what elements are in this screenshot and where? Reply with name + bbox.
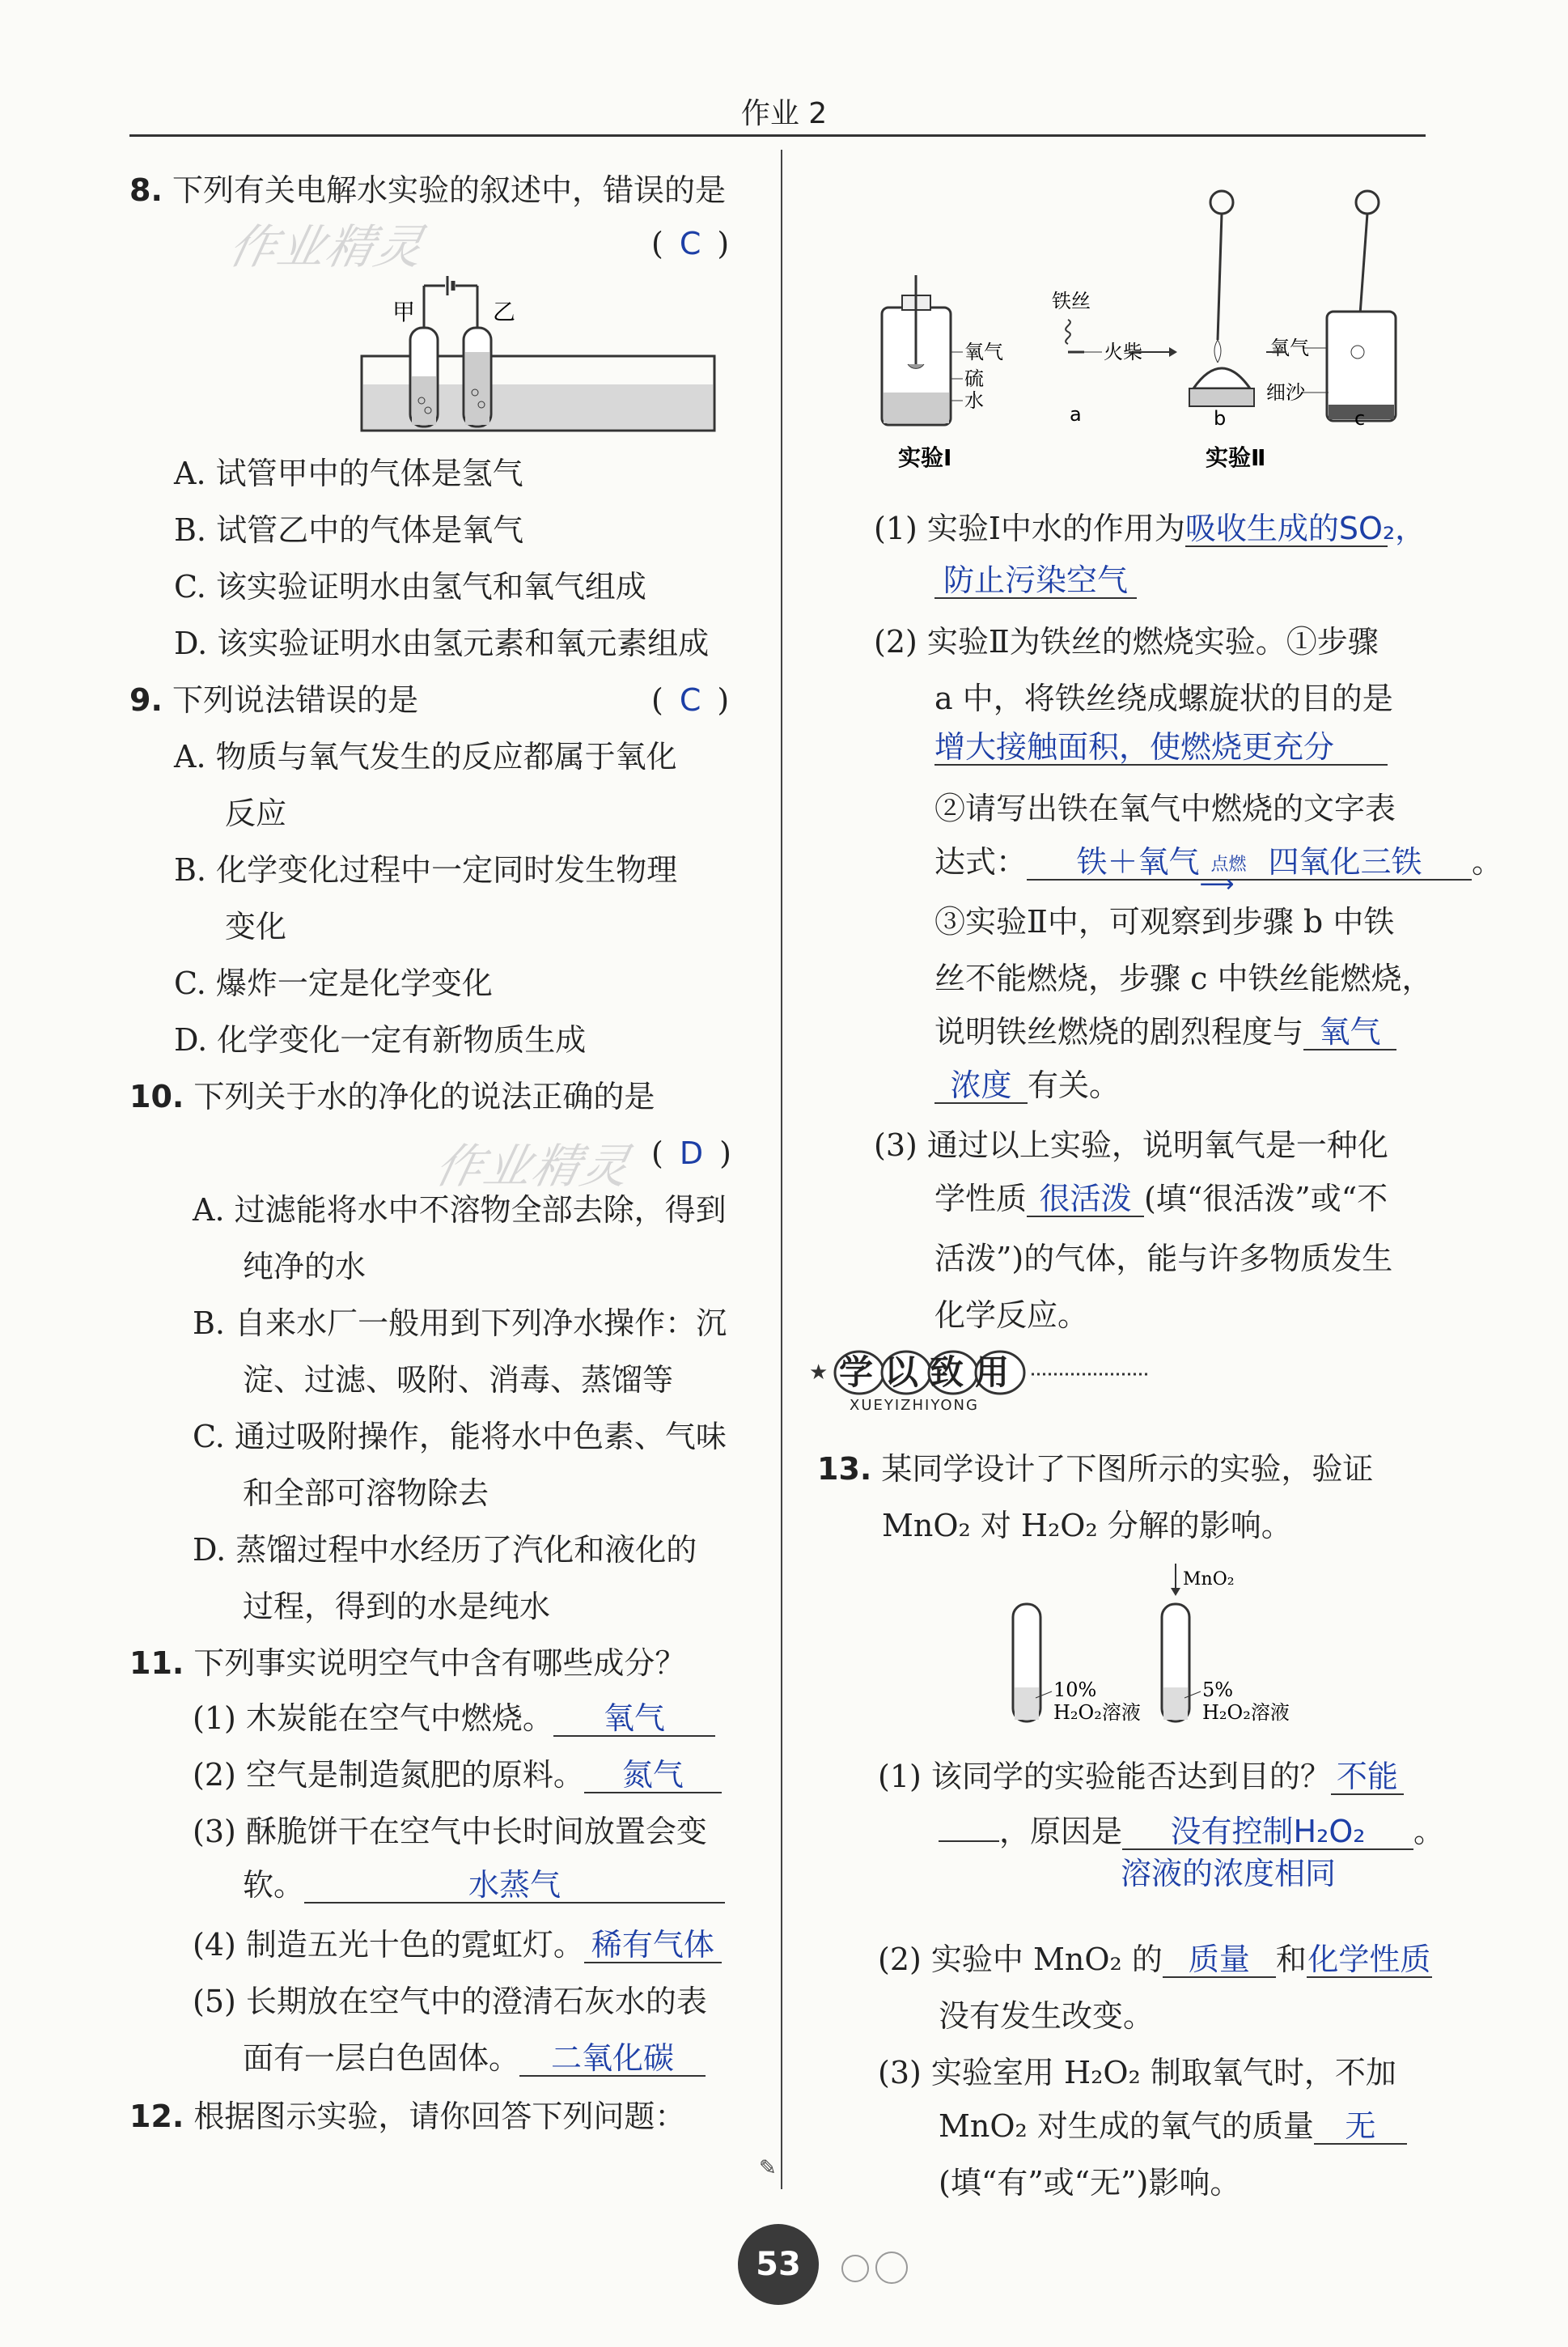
q9-stem-text: 下列说法错误的是 bbox=[172, 682, 418, 718]
q12-stem-text: 根据图示实验，请你回答下列问题： bbox=[193, 2099, 686, 2134]
q13-part2-text: (2) 实验中 MnO₂ 的 bbox=[878, 1942, 1163, 1977]
q13-stem bbox=[817, 1450, 1373, 1488]
tube-yi-label: 乙 bbox=[493, 299, 516, 325]
watermark: 作业精灵 bbox=[223, 219, 430, 274]
q10-option-a: A. 过滤能将水中不溶物全部去除，得到 bbox=[193, 1192, 727, 1228]
header-rule bbox=[129, 134, 1426, 137]
section-title: 学以致用 bbox=[839, 1352, 1021, 1392]
experiment-1-jar bbox=[882, 275, 1003, 425]
q10-option-a-cont: 纯净的水 bbox=[243, 1249, 367, 1284]
q10-stem bbox=[129, 1078, 655, 1115]
q9-option-b-cont: 变化 bbox=[225, 909, 287, 944]
page-header: 作业 2 bbox=[740, 97, 828, 130]
q13-answer-2a: 质量 bbox=[1163, 1942, 1276, 1978]
q9-option-c: C. 爆炸一定是化学变化 bbox=[174, 966, 493, 1001]
q8-stem bbox=[129, 172, 726, 209]
q11-part1-text: (1) 木炭能在空气中燃烧。 bbox=[193, 1700, 553, 1736]
caption-experiment-1: 实验Ⅰ bbox=[898, 444, 952, 471]
q11-part4-text: (4) 制造五光十色的霓虹灯。 bbox=[193, 1927, 584, 1963]
watermark: 作业精灵 bbox=[430, 1139, 637, 1194]
q13-part3: (3) 实验室用 H₂O₂ 制取氧气时，不加 bbox=[878, 2055, 1396, 2090]
q12-part2: (2) 实验Ⅱ为铁丝的燃烧实验。①步骤 bbox=[874, 624, 1379, 660]
q10-option-b: B. 自来水厂一般用到下列净水操作：沉 bbox=[193, 1305, 727, 1341]
q9-answer-paren: ( C ) bbox=[651, 682, 730, 718]
q9-option-a-cont: 反应 bbox=[225, 796, 287, 831]
test-tube-figure bbox=[995, 1554, 1343, 1740]
q12-part3: (3) 通过以上实验，说明氧气是一种化 bbox=[874, 1127, 1388, 1163]
label-oxygen: 氧气 bbox=[964, 341, 1003, 363]
section-banner bbox=[809, 1342, 1149, 1415]
q12-eq-left: 铁＋氧气 bbox=[1076, 844, 1200, 880]
q12-part1-cont bbox=[934, 562, 1137, 599]
q13-stem-cont: MnO₂ 对 H₂O₂ 分解的影响。 bbox=[882, 1508, 1292, 1543]
q13-part2-and: 和 bbox=[1275, 1942, 1307, 1977]
q10-option-d-cont: 过程，得到的水是纯水 bbox=[243, 1589, 551, 1624]
label-solution-1: H₂O₂溶液 bbox=[1053, 1701, 1141, 1724]
q11-part3-text: 软。 bbox=[243, 1867, 305, 1903]
q10-option-c: C. 通过吸附操作，能将水中色素、气味 bbox=[193, 1419, 727, 1454]
experiment-2-step-b bbox=[1189, 191, 1254, 430]
q13-part2-line2: 没有发生改变。 bbox=[939, 1998, 1155, 2034]
q10-number: 10. bbox=[129, 1079, 184, 1114]
q9-answer: C bbox=[679, 682, 701, 718]
q12-part2-line8 bbox=[934, 1067, 1120, 1104]
page-number: 53 bbox=[738, 2224, 819, 2305]
label-mno2: MnO₂ bbox=[1183, 1569, 1235, 1589]
q13-part1-line2 bbox=[939, 1813, 1444, 1850]
q13-answer-1: 不能 bbox=[1331, 1759, 1404, 1795]
q12-part2-line2: a 中，将铁丝绕成螺旋状的目的是 bbox=[934, 681, 1393, 716]
q11-number: 11. bbox=[129, 1645, 184, 1681]
q12-part2-line8-text: 有关。 bbox=[1028, 1067, 1121, 1103]
label-conc-10: 10% bbox=[1053, 1679, 1097, 1701]
q8-option-b: B. 试管乙中的气体是氧气 bbox=[174, 512, 524, 548]
q11-part5-text: 面有一层白色固体。 bbox=[243, 2040, 520, 2076]
label-match: 火柴 bbox=[1104, 341, 1142, 363]
q13-stem-text: 某同学设计了下图所示的实验，验证 bbox=[881, 1451, 1374, 1487]
page-circle-decoration bbox=[875, 2252, 908, 2284]
q11-part5: (5) 长期放在空气中的澄清石灰水的表 bbox=[193, 1984, 707, 2019]
q12-answer-2: 增大接触面积，使燃烧更充分 bbox=[934, 730, 1388, 766]
q11-answer-3: 水蒸气 bbox=[304, 1868, 725, 1903]
q12-answer-2c1: 氧气 bbox=[1303, 1015, 1396, 1050]
q11-stem-text: 下列事实说明空气中含有哪些成分？ bbox=[193, 1645, 686, 1681]
q12-part2-ans-line bbox=[934, 728, 1388, 766]
q12-answer-1b: 防止污染空气 bbox=[934, 563, 1137, 599]
q12-eq-condition: 点燃 bbox=[1210, 855, 1247, 875]
q10-answer-paren: ( D ) bbox=[651, 1135, 731, 1171]
q12-eq-period: 。 bbox=[1472, 844, 1503, 880]
q12-part2-line7-text: 说明铁丝燃烧的剧烈程度与 bbox=[934, 1014, 1304, 1050]
q12-part3-line3: 活泼”)的气体，能与许多物质发生 bbox=[934, 1241, 1393, 1276]
q13-part2 bbox=[878, 1941, 1432, 1978]
q12-number: 12. bbox=[129, 2099, 184, 2134]
q10-option-b-cont: 淀、过滤、吸附、消毒、蒸馏等 bbox=[243, 1362, 674, 1398]
q13-part1-period: 。 bbox=[1413, 1814, 1445, 1849]
q13-number: 13. bbox=[817, 1451, 872, 1487]
label-step-a: a bbox=[1070, 403, 1082, 426]
q13-part1-line3 bbox=[1121, 1855, 1336, 1892]
experiment-figure bbox=[850, 178, 1440, 486]
q13-answer-1b1: 没有控制H₂O₂ bbox=[1122, 1814, 1413, 1850]
q13-part1-line2-text: ，原因是 bbox=[999, 1814, 1123, 1849]
label-step-c: c bbox=[1354, 407, 1366, 430]
q12-part2-line6: 丝不能燃烧，步骤 c 中铁丝能燃烧， bbox=[934, 961, 1433, 996]
q13-part3-line3: (填“有”或“无”)影响。 bbox=[939, 2165, 1241, 2201]
q12-part2-line5: ③实验Ⅱ中，可观察到步骤 b 中铁 bbox=[934, 904, 1395, 940]
q10-option-c-cont: 和全部可溶物除去 bbox=[243, 1475, 489, 1511]
label-conc-5: 5% bbox=[1202, 1679, 1234, 1701]
q9-option-b: B. 化学变化过程中一定同时发生物理 bbox=[174, 852, 678, 888]
caption-experiment-2: 实验Ⅱ bbox=[1206, 444, 1266, 471]
q10-option-d: D. 蒸馏过程中水经历了汽化和液化的 bbox=[193, 1532, 697, 1568]
pencil-icon: ✎ bbox=[759, 2156, 777, 2180]
q12-part2-line4 bbox=[934, 843, 1503, 898]
q12-part2-line7 bbox=[934, 1013, 1396, 1050]
q12-answer-1a: 吸收生成的SO₂， bbox=[1184, 511, 1426, 546]
q12-answer-2c2: 浓度 bbox=[934, 1068, 1028, 1104]
q12-part2-line4-text: 达式： bbox=[934, 844, 1028, 880]
q13-answer-1b2: 溶液的浓度相同 bbox=[1121, 1856, 1337, 1891]
q13-answer-2b: 化学性质 bbox=[1307, 1942, 1431, 1977]
q11-part3-cont bbox=[243, 1866, 725, 1903]
q8-answer: C bbox=[679, 226, 701, 261]
electrolysis-apparatus-figure bbox=[360, 271, 716, 433]
q9-option-d: D. 化学变化一定有新物质生成 bbox=[174, 1022, 587, 1058]
q12-answer-3: 很活泼 bbox=[1027, 1182, 1144, 1217]
svg-text:★: ★ bbox=[809, 1360, 828, 1385]
page-circle-decoration bbox=[841, 2255, 869, 2282]
label-sand: 细沙 bbox=[1266, 381, 1305, 404]
arrow-icon: ⟶ bbox=[1199, 870, 1235, 898]
label-solution-2: H₂O₂溶液 bbox=[1202, 1701, 1290, 1724]
q11-part3: (3) 酥脆饼干在空气中长时间放置会变 bbox=[193, 1814, 707, 1849]
q12-part3-line4: 化学反应。 bbox=[934, 1297, 1089, 1333]
experiment-2-step-a bbox=[1052, 290, 1142, 426]
q13-part3-line2-text: MnO₂ 对生成的氧气的质量 bbox=[939, 2108, 1314, 2144]
q11-answer-4: 稀有气体 bbox=[584, 1928, 722, 1963]
experiment-2-step-c bbox=[1266, 191, 1396, 430]
q11-answer-1: 氧气 bbox=[553, 1701, 715, 1737]
q8-number: 8. bbox=[129, 172, 163, 208]
q11-part4 bbox=[193, 1926, 722, 1963]
column-divider bbox=[781, 150, 782, 2189]
q13-part1-text: (1) 该同学的实验能否达到目的？ bbox=[878, 1759, 1331, 1794]
q8-option-c: C. 该实验证明水由氢气和氧气组成 bbox=[174, 569, 646, 605]
q9-option-a: A. 物质与氧气发生的反应都属于氧化 bbox=[174, 739, 677, 775]
q11-answer-5: 二氧化碳 bbox=[519, 2041, 706, 2077]
q11-part2-text: (2) 空气是制造氮肥的原料。 bbox=[193, 1757, 584, 1793]
q11-part2 bbox=[193, 1756, 722, 1793]
label-iron-wire: 铁丝 bbox=[1052, 290, 1091, 312]
q12-part3-line2-tail: (填“很活泼”或“不 bbox=[1144, 1181, 1388, 1216]
q11-answer-2: 氮气 bbox=[584, 1758, 722, 1793]
q13-blank-lead bbox=[939, 1840, 999, 1842]
q12-part1-text: (1) 实验Ⅰ中水的作用为 bbox=[874, 511, 1185, 546]
q12-part1 bbox=[874, 510, 1426, 547]
q13-part3-line2 bbox=[939, 2107, 1407, 2145]
q8-stem-text: 下列有关电解水实验的叙述中，错误的是 bbox=[172, 172, 726, 208]
q11-stem bbox=[129, 1645, 685, 1682]
q12-eq-right: 四氧化三铁 bbox=[1268, 844, 1422, 880]
q9-number: 9. bbox=[129, 682, 163, 718]
q13-part1 bbox=[878, 1758, 1404, 1795]
q8-option-a: A. 试管甲中的气体是氢气 bbox=[174, 456, 523, 491]
q9-stem bbox=[129, 681, 418, 719]
label-water: 水 bbox=[964, 389, 984, 412]
q11-part5-cont bbox=[243, 2039, 706, 2077]
q11-part1 bbox=[193, 1700, 715, 1737]
section-pinyin: XUEYIZHIYONG bbox=[850, 1397, 979, 1414]
q12-part2-line3: ②请写出铁在氧气中燃烧的文字表 bbox=[934, 791, 1396, 826]
label-step-b: b bbox=[1214, 407, 1227, 430]
q12-part3-line2 bbox=[934, 1180, 1388, 1217]
q8-answer-paren: ( C ) bbox=[651, 226, 730, 261]
q12-part3-line2-text: 学性质 bbox=[934, 1181, 1028, 1216]
tube-jia-label: 甲 bbox=[392, 299, 416, 325]
q12-stem bbox=[129, 2098, 685, 2135]
q13-answer-3: 无 bbox=[1314, 2109, 1407, 2145]
q10-answer: D bbox=[679, 1135, 704, 1171]
label-oxygen-c: 氧气 bbox=[1270, 337, 1309, 359]
q10-stem-text: 下列关于水的净化的说法正确的是 bbox=[193, 1079, 655, 1114]
q8-option-d: D. 该实验证明水由氢元素和氧元素组成 bbox=[174, 626, 710, 661]
label-sulfur: 硫 bbox=[964, 367, 984, 390]
q12-answer-equation bbox=[1027, 844, 1472, 898]
